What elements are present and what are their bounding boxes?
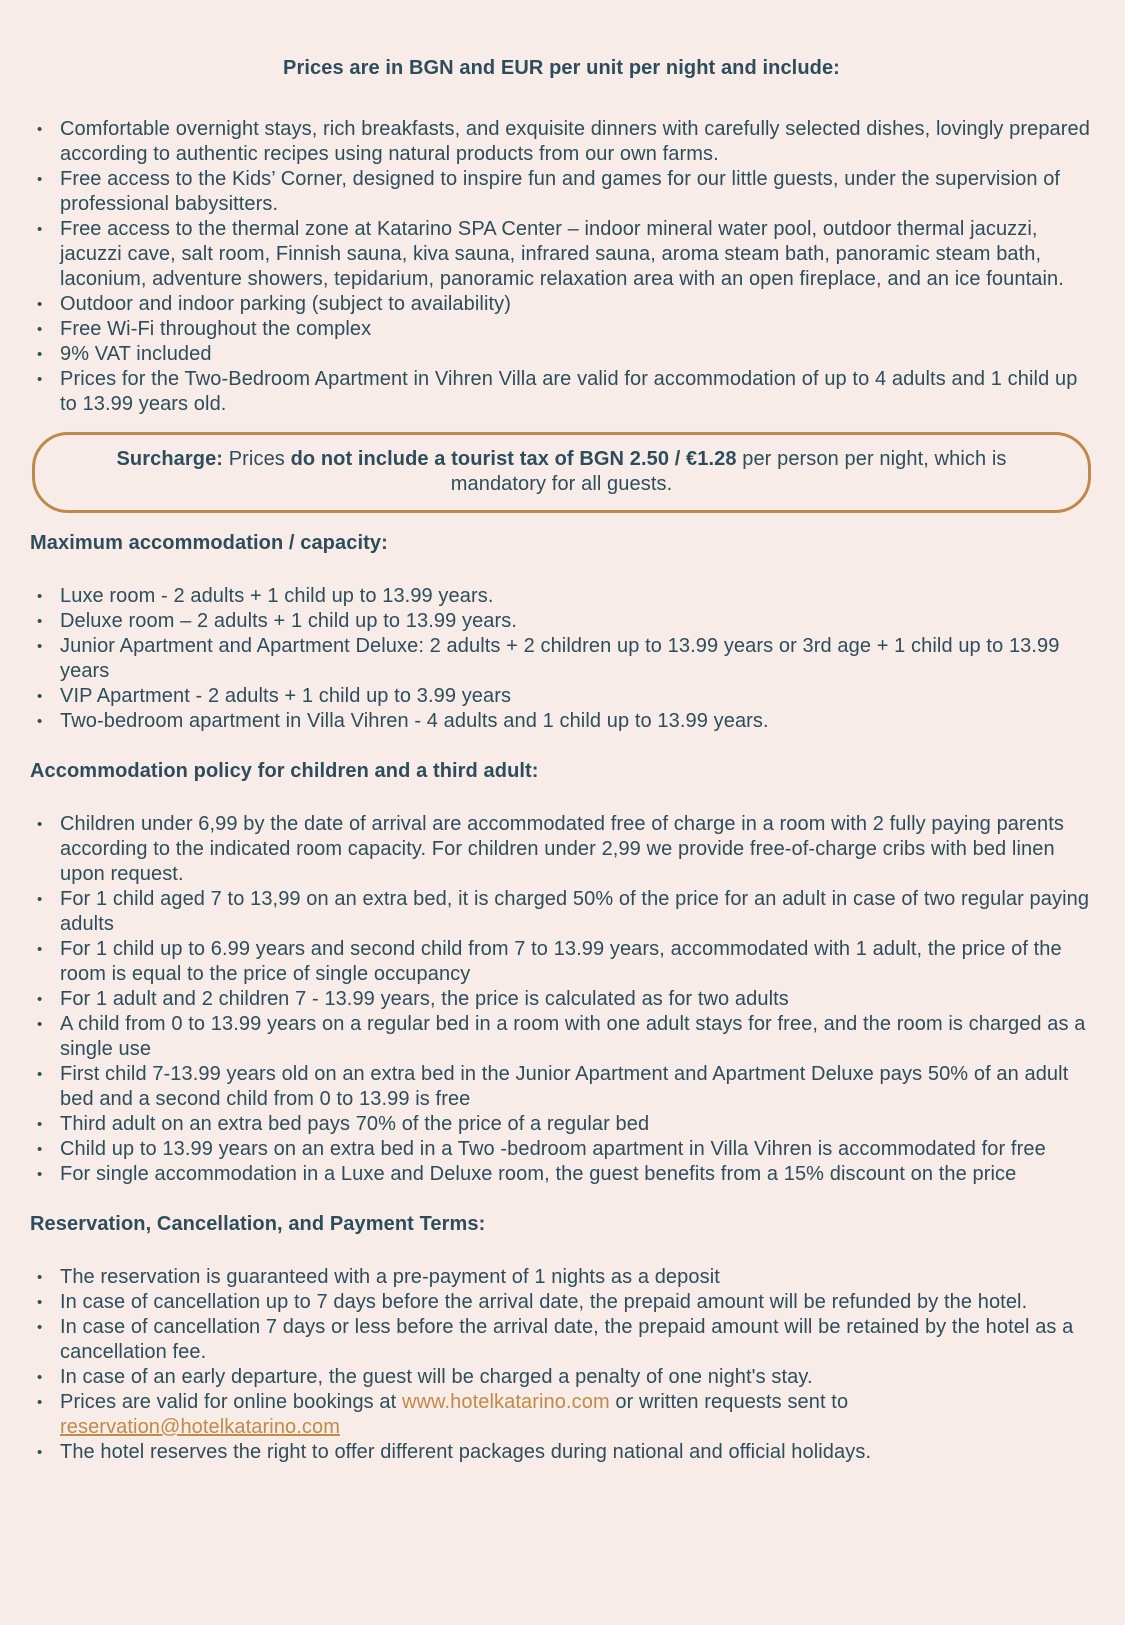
booking-text-prefix: Prices are valid for online bookings at xyxy=(60,1391,402,1413)
list-item: • Third adult on an extra bed pays 70% of the price of a regular bed xyxy=(30,1112,1093,1137)
list-item: • Prices for the Two-Bedroom Apartment in Vihren Villa are valid for accommodation of up to 4 adults and 1 child up to 13.99 years old. xyxy=(30,367,1093,417)
surcharge-callout-box xyxy=(32,432,1091,513)
list-item: • Luxe room - 2 adults + 1 child up to 13.99 years. xyxy=(30,584,1093,609)
page-title: Prices are in BGN and EUR per unit per night and include: xyxy=(283,57,840,79)
list-item: • For 1 child up to 6.99 years and second child from 7 to 13.99 years, accommodated with 1 adult, the price of the room is equal to the price of single occupancy xyxy=(30,937,1093,987)
list-item: • First child 7-13.99 years old on an extra bed in the Junior Apartment and Apartment Deluxe pays 50% of an adult bed and a second child from 0 to 13.99 is free xyxy=(30,1062,1093,1112)
list-item: • For 1 adult and 2 children 7 - 13.99 years, the price is calculated as for two adults xyxy=(30,987,1093,1012)
list-item: • The reservation is guaranteed with a pre-payment of 1 nights as a deposit xyxy=(30,1265,1093,1290)
surcharge-tax-amount: do not include a tourist tax of BGN 2.50 / €1.28 xyxy=(290,448,737,470)
list-item: • Child up to 13.99 years on an extra bed in a Two -bedroom apartment in Villa Vihren is accommodated for free xyxy=(30,1137,1093,1162)
list-item: • In case of an early departure, the guest will be charged a penalty of one night's stay. xyxy=(30,1365,1093,1390)
list-item: • In case of cancellation 7 days or less before the arrival date, the prepaid amount will be retained by the hotel as a cancellation fee. xyxy=(30,1315,1093,1365)
surcharge-text: Prices xyxy=(223,448,291,470)
list-item: • Free access to the Kids’ Corner, designed to inspire fun and games for our little guests, under the supervision of professional babysitters. xyxy=(30,167,1093,217)
children-policy-list xyxy=(30,812,1093,1187)
list-item: • The hotel reserves the right to offer different packages during national and official holidays. xyxy=(30,1440,1093,1465)
list-item: • In case of cancellation up to 7 days before the arrival date, the prepaid amount will be refunded by the hotel. xyxy=(30,1290,1093,1315)
list-item-booking xyxy=(30,1390,1093,1440)
section-heading-capacity: Maximum accommodation / capacity: xyxy=(30,532,388,554)
includes-list xyxy=(30,117,1093,417)
list-item: • Two-bedroom apartment in Villa Vihren - 4 adults and 1 child up to 13.99 years. xyxy=(30,709,1093,734)
list-item: • Comfortable overnight stays, rich breakfasts, and exquisite dinners with carefully selected dishes, lovingly prepared according to authentic recipes using natural products from our own farms. xyxy=(30,117,1093,167)
surcharge-text: per person per night, which is mandatory for all guests. xyxy=(450,448,1007,495)
list-item: • 9% VAT included xyxy=(30,342,1093,367)
section-heading-children-policy: Accommodation policy for children and a third adult: xyxy=(30,760,539,782)
list-item: • Free Wi-Fi throughout the complex xyxy=(30,317,1093,342)
list-item: • A child from 0 to 13.99 years on a regular bed in a room with one adult stays for free, and the room is charged as a single use xyxy=(30,1012,1093,1062)
reservation-terms-list xyxy=(30,1265,1093,1465)
website-link[interactable]: www.hotelkatarino.com xyxy=(401,1391,610,1413)
list-item: • For 1 child aged 7 to 13,99 on an extra bed, it is charged 50% of the price for an adult in case of two regular paying adults xyxy=(30,887,1093,937)
email-link[interactable]: reservation@hotelkatarino.com xyxy=(60,1416,340,1438)
list-item: • Free access to the thermal zone at Katarino SPA Center – indoor mineral water pool, outdoor thermal jacuzzi, jacuzzi cave, salt room, Finnish sauna, kiva sauna, infrared sauna, aroma steam bath, panoramic steam bath, laconium, adventure showers, tepidarium, panoramic relaxation area with an open fireplace, and an ice fountain. xyxy=(30,217,1093,292)
capacity-list xyxy=(30,584,1093,734)
list-item: • Children under 6,99 by the date of arrival are accommodated free of charge in a room with 2 fully paying parents according to the indicated room capacity. For children under 2,99 we provide free-of-charge cribs with bed linen upon request. xyxy=(30,812,1093,887)
surcharge-label: Surcharge: xyxy=(116,448,224,470)
list-item: • Junior Apartment and Apartment Deluxe: 2 adults + 2 children up to 13.99 years or 3rd age + 1 child up to 13.99 years xyxy=(30,634,1093,684)
booking-text-middle: or written requests sent to xyxy=(609,1391,849,1413)
list-item: • For single accommodation in a Luxe and Deluxe room, the guest benefits from a 15% discount on the price xyxy=(30,1162,1093,1187)
list-item: • Deluxe room – 2 adults + 1 child up to 13.99 years. xyxy=(30,609,1093,634)
section-heading-reservation-terms: Reservation, Cancellation, and Payment Terms: xyxy=(30,1213,486,1235)
list-item: • Outdoor and indoor parking (subject to availability) xyxy=(30,292,1093,317)
list-item: • VIP Apartment - 2 adults + 1 child up to 3.99 years xyxy=(30,684,1093,709)
